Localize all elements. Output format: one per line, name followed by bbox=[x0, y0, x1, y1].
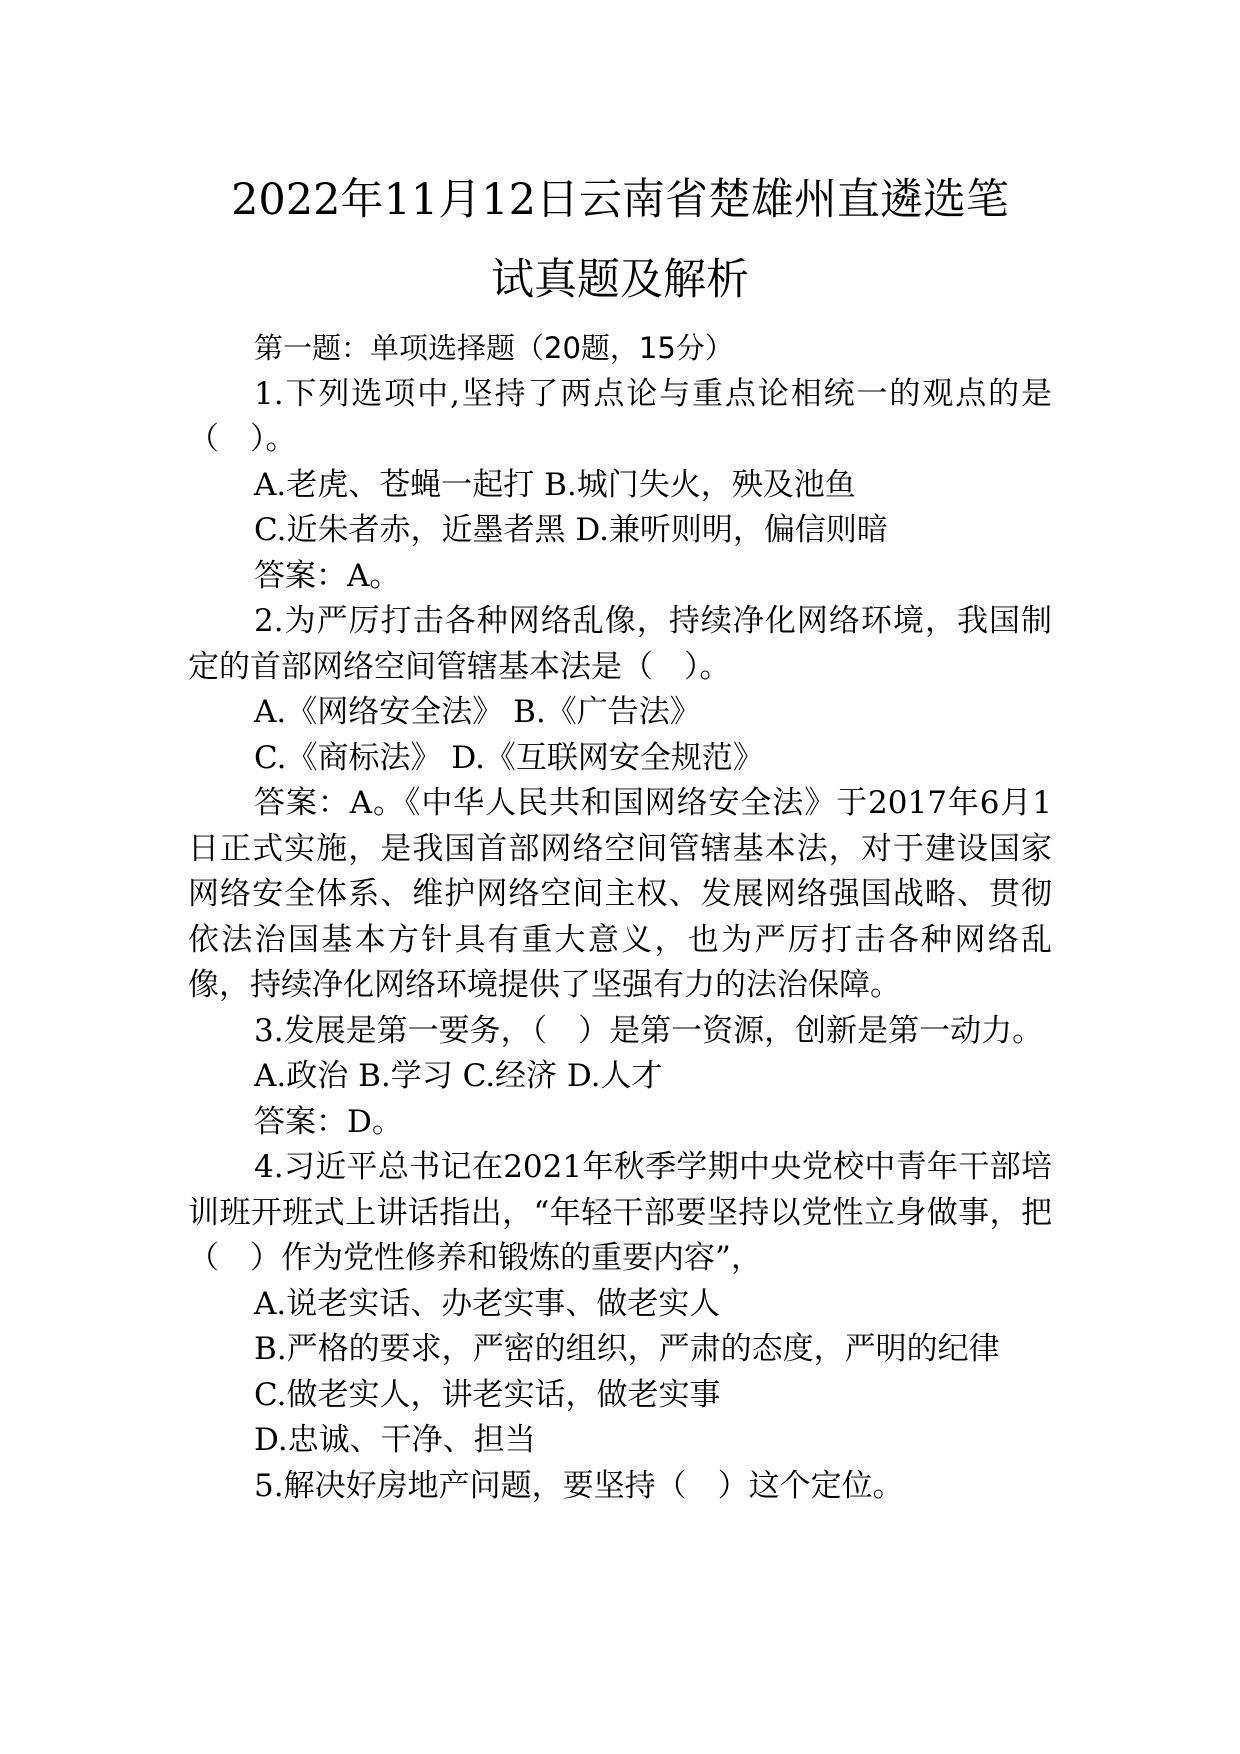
document-body bbox=[188, 326, 1052, 1509]
question-2-options-cd: C.《商标法》 D.《互联网安全规范》 bbox=[254, 739, 764, 776]
title-line-2: 试真题及解析 bbox=[491, 255, 749, 305]
question-1-options-cd: C.近朱者赤，近墨者黑 D.兼听则明，偏信则暗 bbox=[254, 512, 888, 548]
title-line-1: 2022年11月12日云南省楚雄州直遴选笔 bbox=[231, 175, 1009, 225]
question-3-answer: 答案：D。 bbox=[254, 1103, 403, 1140]
question-2-stem: 2.为严厉打击各种网络乱像，持续净化网络环境，我国制定的首部网络空间管辖基本法是（ ）。 bbox=[188, 603, 1052, 685]
question-4-stem: 4.习近平总书记在2021年秋季学期中央党校中青年干部培训班开班式上讲话指出，“年轻干部要坚持以党性立身做事，把（ ）作为党性修养和锻炼的重要内容”， bbox=[188, 1149, 1052, 1276]
question-4-option-b: B.严格的要求，严密的组织，严肃的态度，严明的纪律 bbox=[254, 1331, 1000, 1367]
question-1-answer: 答案：A。 bbox=[254, 557, 401, 594]
question-3-options: A.政治 B.学习 C.经济 D.人才 bbox=[254, 1058, 663, 1094]
question-2-options-ab: A.《网络安全法》 B.《广告法》 bbox=[254, 694, 701, 730]
question-4-option-d: D.忠诚、干净、担当 bbox=[254, 1422, 536, 1458]
question-2-answer: 答案：A。《中华人民共和国网络安全法》于2017年6月1日正式实施，是我国首部网络空间管辖基本法，对于建设国家网络安全体系、维护网络空间主权、发展网络强国战略、贯彻依法治国基本方针具有重大意义，也为严厉打击各种网络乱像，持续净化网络环境提供了坚强有力的法治保障。 bbox=[188, 785, 1052, 1003]
document-title bbox=[188, 160, 1052, 320]
document-page bbox=[188, 160, 1052, 1509]
section-heading: 第一题：单项选择题（20题，15分） bbox=[254, 331, 734, 365]
question-4-option-c: C.做老实人，讲老实话，做老实事 bbox=[254, 1376, 721, 1413]
question-4-option-a: A.说老实话、办老实事、做老实人 bbox=[254, 1285, 721, 1322]
question-1-stem: 1.下列选项中,坚持了两点论与重点论相统一的观点的是（ ）。 bbox=[188, 375, 1052, 457]
question-1-options-ab: A.老虎、苍蝇一起打 B.城门失火，殃及池鱼 bbox=[254, 466, 856, 503]
question-3-stem: 3.发展是第一要务，（ ）是第一资源，创新是第一动力。 bbox=[254, 1012, 1044, 1049]
question-5-stem: 5.解决好房地产问题，要坚持（ ）这个定位。 bbox=[254, 1467, 904, 1504]
